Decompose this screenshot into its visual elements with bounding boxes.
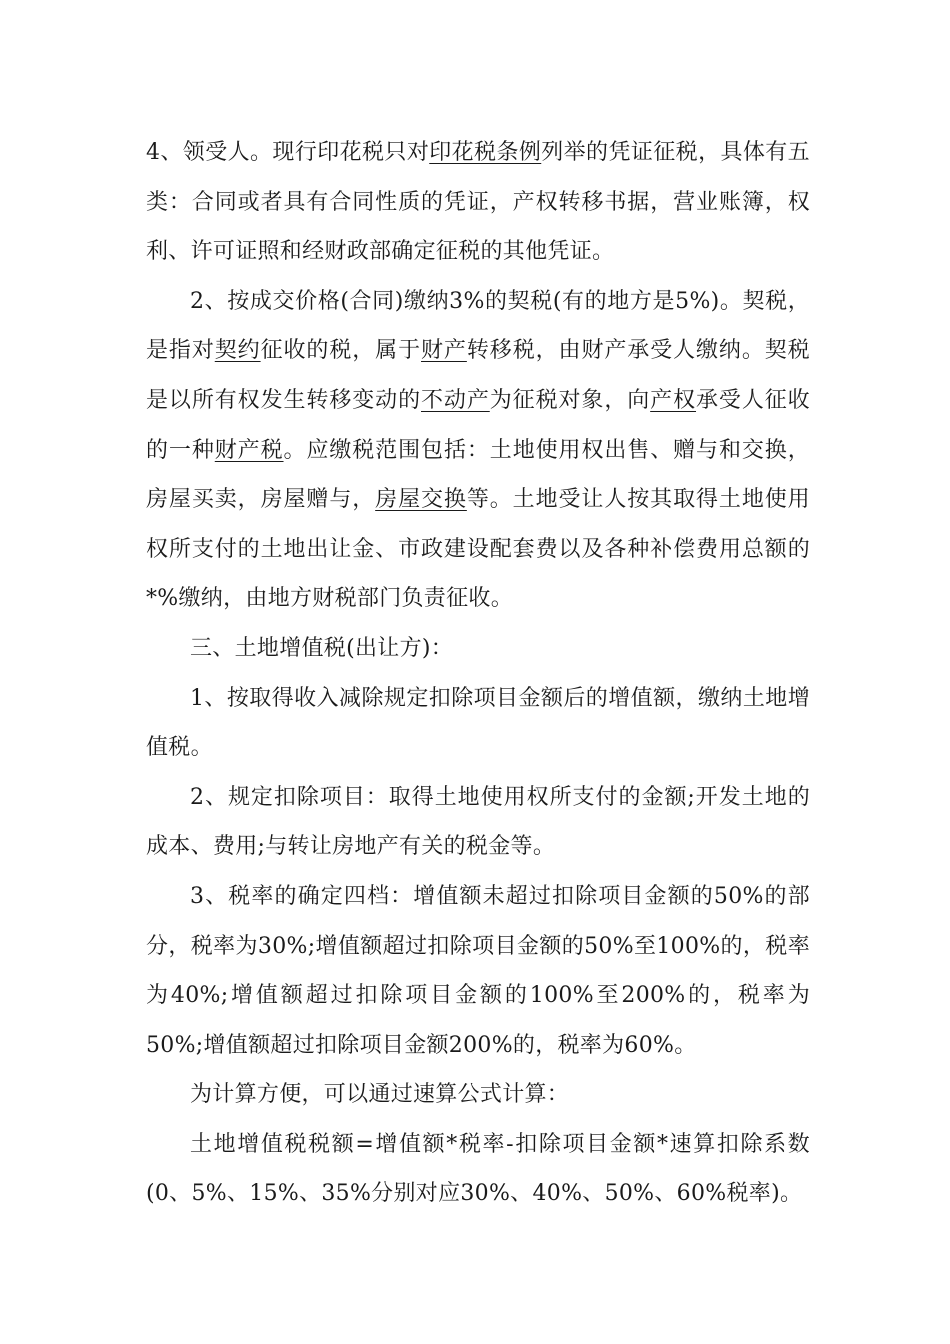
- paragraph-text: 2、规定扣除项目：取得土地使用权所支付的金额;开发土地的成本、费用;与转让房地产有关的税金等。: [146, 784, 810, 860]
- paragraph-text: 为计算方便，可以通过速算公式计算：: [190, 1082, 570, 1108]
- paragraph: [146, 1070, 810, 1120]
- paragraph: [146, 624, 810, 674]
- hyperlink-term[interactable]: 产权: [650, 387, 697, 413]
- paragraph: [146, 1120, 810, 1219]
- paragraph-text: 列举的凭证征税，具体有五类：合同或者具有合同性质的凭证，产权转移书据，营业账簿，权利、许可证照和经财政部确定征税的其他凭证。: [146, 140, 810, 265]
- hyperlink-term[interactable]: 财产税: [214, 437, 284, 463]
- paragraph-text: 承受人征收的一种: [146, 387, 810, 463]
- hyperlink-term[interactable]: 印花税条例: [429, 140, 542, 165]
- paragraph-text: 为征税对象，向: [489, 387, 651, 413]
- paragraph: [146, 674, 810, 773]
- paragraph-text: 等。土地受让人按其取得土地使用权所支付的土地出让金、市政建设配套费以及各种补偿费用总额的*%缴纳，由地方财税部门负责征收。: [146, 487, 810, 612]
- hyperlink-term[interactable]: 房屋交换: [375, 487, 467, 513]
- paragraph: [146, 773, 810, 872]
- paragraph-text: 征收的税，属于: [260, 338, 422, 364]
- paragraph-text: 1、按取得收入减除规定扣除项目金额后的增值额，缴纳土地增值税。: [146, 685, 810, 761]
- paragraph-text: 三、土地增值税(出让方)：: [190, 635, 454, 661]
- paragraph-text: 3、税率的确定四档：增值额未超过扣除项目金额的50%的部分，税率为30%;增值额超过扣除项目金额的50%至100%的，税率为40%;增值额超过扣除项目金额的100%至200%的，税率为50%;增值额超过扣除项目金额200%的，税率为60%。: [146, 883, 810, 1058]
- paragraph-text: 转移税，由财产承受人缴纳。契税是以所有权发生转移变动的: [146, 338, 810, 413]
- paragraph-text: 2、按成交价格(合同)缴纳3%的契税(有的地方是5%)。契税，是指对: [146, 288, 810, 364]
- document-body: [146, 128, 810, 1219]
- hyperlink-term[interactable]: 不动产: [421, 387, 490, 413]
- hyperlink-term[interactable]: 财产: [421, 338, 467, 364]
- paragraph: [146, 872, 810, 1070]
- paragraph: [146, 128, 810, 277]
- hyperlink-term[interactable]: 契约: [214, 338, 261, 364]
- paragraph-text: 土地增值税税额=增值额*税率-扣除项目金额*速算扣除系数(0、5%、15%、35%分别对应30%、40%、50%、60%税率)。: [146, 1131, 810, 1207]
- paragraph: [146, 277, 810, 624]
- paragraph-text: 。应缴税范围包括：土地使用权出售、赠与和交换，房屋买卖，房屋赠与，: [146, 437, 811, 513]
- paragraph-text: 4、领受人。现行印花税只对: [146, 140, 430, 165]
